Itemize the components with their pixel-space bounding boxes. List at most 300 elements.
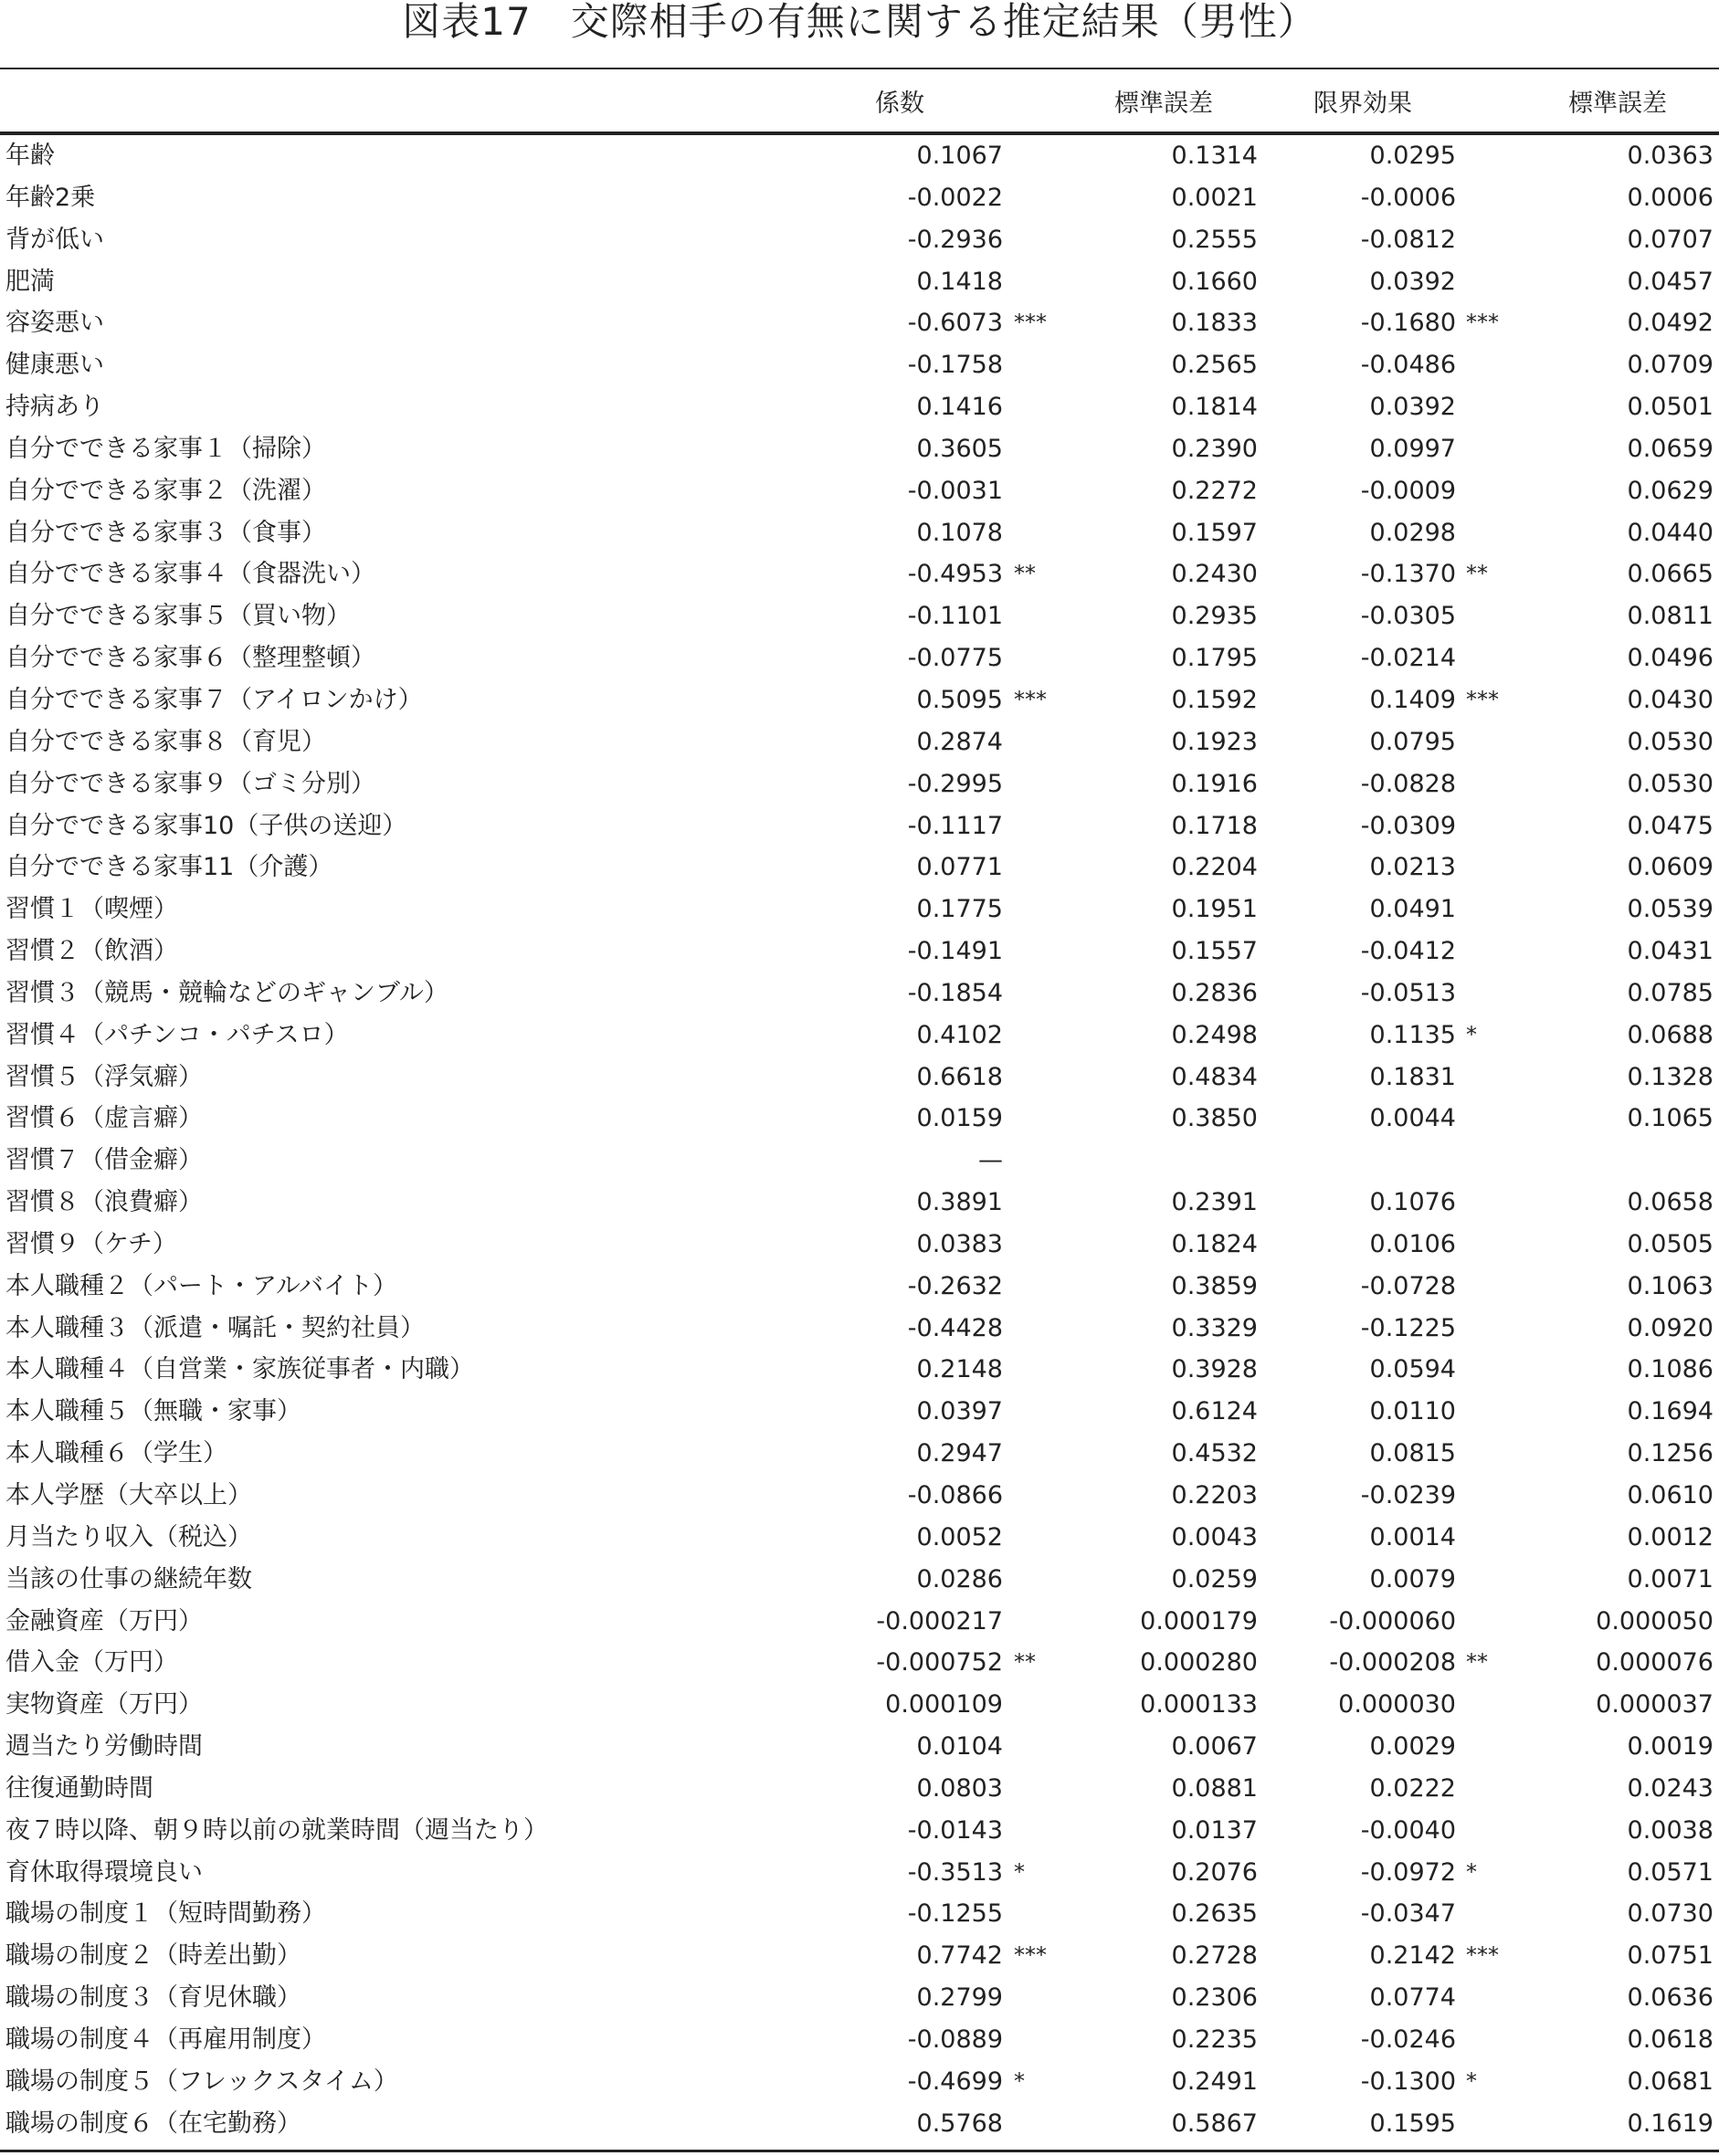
table-row (0, 1684, 1719, 1726)
std-error-cell: 0.2204 (1171, 853, 1258, 882)
row-label: 自分でできる家事８（育児） (5, 727, 326, 756)
std-error-cell: 0.3329 (1171, 1313, 1258, 1342)
row-label: 肥満 (5, 267, 55, 296)
marginal-effect-cell: -0.0412 (1360, 937, 1456, 966)
coefficient-cell: 0.0286 (916, 1564, 1003, 1593)
marginal-effect-cell: -0.1225 (1360, 1313, 1456, 1342)
coefficient-cell: 0.0104 (916, 1732, 1003, 1762)
marginal-std-error-cell: 0.0019 (1627, 1732, 1714, 1762)
marginal-effect-cell: 0.0295 (1369, 142, 1456, 170)
coefficient-cell: -0.1101 (907, 602, 1003, 631)
marginal-std-error-cell: 0.0658 (1627, 1188, 1714, 1217)
row-label: 夜７時以降、朝９時以前の就業時間（週当たり） (5, 1815, 548, 1845)
table-row (0, 721, 1719, 763)
std-error-cell: 0.2728 (1171, 1941, 1258, 1971)
marginal-std-error-cell: 0.0636 (1627, 1983, 1714, 2013)
row-label: 本人職種２（パート・アルバイト） (5, 1271, 398, 1300)
std-error-cell: 0.0259 (1171, 1564, 1258, 1593)
std-error-cell: 0.1951 (1171, 895, 1258, 924)
marginal-std-error-cell: 0.0505 (1627, 1229, 1714, 1258)
marginal-effect-cell: 0.1409 (1369, 685, 1456, 714)
table-row (0, 1015, 1719, 1057)
std-error-cell: 0.000280 (1140, 1648, 1258, 1677)
marginal-effect-cell: 0.0106 (1369, 1229, 1456, 1258)
table-row (0, 1349, 1719, 1391)
std-error-cell: 0.1795 (1171, 644, 1258, 673)
marginal-significance: ** (1466, 1649, 1488, 1676)
std-error-cell: 0.1314 (1171, 142, 1258, 170)
coefficient-cell: -0.2995 (907, 769, 1003, 798)
coefficient-cell: -0.0031 (907, 476, 1003, 505)
std-error-cell: 0.1824 (1171, 1229, 1258, 1258)
coefficient-cell: 0.7742 (916, 1941, 1003, 1971)
coefficient-cell: -0.2936 (907, 225, 1003, 254)
row-label: 職場の制度６（在宅勤務） (5, 2109, 301, 2138)
marginal-effect-cell: 0.1831 (1369, 1062, 1456, 1091)
std-error-cell: 0.1814 (1171, 393, 1258, 422)
row-label: 自分でできる家事４（食器洗い） (5, 560, 375, 589)
std-error-cell: 0.1557 (1171, 937, 1258, 966)
marginal-std-error-cell: 0.0811 (1627, 602, 1714, 631)
table-row (0, 1893, 1719, 1935)
marginal-significance: *** (1466, 686, 1499, 712)
marginal-std-error-cell: 0.0475 (1627, 811, 1714, 840)
coefficient-cell: -0.2632 (907, 1271, 1003, 1300)
marginal-std-error-cell: 0.0707 (1627, 225, 1714, 254)
row-label: 容姿悪い (5, 309, 104, 338)
std-error-cell: 0.2076 (1171, 1857, 1258, 1887)
row-label: 本人職種４（自営業・家族従事者・内職） (5, 1355, 474, 1384)
coefficient-cell: 0.0159 (916, 1104, 1003, 1133)
marginal-std-error-cell: 0.0431 (1627, 937, 1714, 966)
marginal-effect-cell: -0.0513 (1360, 978, 1456, 1007)
coefficient-cell: 0.1067 (916, 142, 1003, 170)
coefficient-cell: -0.0143 (907, 1815, 1003, 1845)
table-row (0, 1559, 1719, 1601)
row-label: 自分でできる家事１（掃除） (5, 434, 326, 463)
table-row (0, 2061, 1719, 2103)
std-error-cell: 0.1660 (1171, 267, 1258, 296)
coefficient-cell: -0.6073 (907, 309, 1003, 338)
table-row (0, 470, 1719, 512)
table-row (0, 344, 1719, 386)
table-row (0, 1098, 1719, 1140)
marginal-std-error-cell: 0.0730 (1627, 1899, 1714, 1929)
header-se1: 標準誤差 (1114, 89, 1213, 118)
std-error-cell: 0.4532 (1171, 1439, 1258, 1468)
coef-significance: * (1014, 2067, 1025, 2094)
coef-significance: ** (1014, 1649, 1036, 1676)
marginal-std-error-cell: 0.000076 (1596, 1648, 1714, 1677)
marginal-std-error-cell: 0.0501 (1627, 393, 1714, 422)
std-error-cell: 0.3928 (1171, 1355, 1258, 1384)
marginal-significance: ** (1466, 561, 1488, 587)
table-row (0, 386, 1719, 428)
marginal-significance: *** (1466, 310, 1499, 336)
row-label: 実物資産（万円） (5, 1690, 203, 1720)
coefficient-cell: 0.6618 (916, 1062, 1003, 1091)
std-error-cell: 0.5867 (1171, 2109, 1258, 2138)
marginal-std-error-cell: 0.0629 (1627, 476, 1714, 505)
marginal-effect-cell: -0.0214 (1360, 644, 1456, 673)
std-error-cell: 0.0021 (1171, 183, 1258, 212)
marginal-std-error-cell: 0.0609 (1627, 853, 1714, 882)
coefficient-cell: 0.1775 (916, 895, 1003, 924)
coefficient-cell: 0.1416 (916, 393, 1003, 422)
row-label: 本人職種５（無職・家事） (5, 1397, 301, 1426)
row-label: 習慣７（借金癖） (5, 1146, 203, 1175)
table-row (0, 1726, 1719, 1768)
std-error-cell: 0.1916 (1171, 769, 1258, 798)
marginal-std-error-cell: 0.0243 (1627, 1773, 1714, 1803)
coefficient-cell: 0.4102 (916, 1020, 1003, 1049)
table-row (0, 889, 1719, 931)
results-table (0, 68, 1719, 2145)
marginal-std-error-cell: 0.0430 (1627, 685, 1714, 714)
table-row (0, 1810, 1719, 1852)
marginal-std-error-cell: 0.000037 (1596, 1690, 1714, 1720)
coefficient-cell: -0.0022 (907, 183, 1003, 212)
table-row (0, 1642, 1719, 1684)
marginal-std-error-cell: 0.0006 (1627, 183, 1714, 212)
row-label: 職場の制度２（時差出勤） (5, 1941, 301, 1971)
coef-significance: *** (1014, 310, 1047, 336)
marginal-effect-cell: 0.0029 (1369, 1732, 1456, 1762)
marginal-std-error-cell: 0.0618 (1627, 2025, 1714, 2054)
marginal-std-error-cell: 0.0440 (1627, 518, 1714, 547)
std-error-cell: 0.3859 (1171, 1271, 1258, 1300)
table-row (0, 637, 1719, 679)
marginal-effect-cell: -0.0828 (1360, 769, 1456, 798)
std-error-cell: 0.0881 (1171, 1773, 1258, 1803)
table-row (0, 1977, 1719, 2019)
marginal-std-error-cell: 0.1619 (1627, 2109, 1714, 2138)
coefficient-cell: 0.2874 (916, 727, 1003, 756)
std-error-cell: 0.0137 (1171, 1815, 1258, 1845)
marginal-std-error-cell: 0.0539 (1627, 895, 1714, 924)
marginal-std-error-cell: 0.0681 (1627, 2067, 1714, 2096)
table-row (0, 1601, 1719, 1643)
row-label: 健康悪い (5, 351, 104, 380)
bottom-rule (0, 2150, 1719, 2152)
marginal-significance: * (1466, 2067, 1477, 2094)
std-error-cell: 0.2391 (1171, 1188, 1258, 1217)
marginal-std-error-cell: 0.0038 (1627, 1815, 1714, 1845)
coefficient-cell: 0.5768 (916, 2109, 1003, 2138)
marginal-effect-cell: -0.000208 (1329, 1648, 1456, 1677)
std-error-cell: 0.2390 (1171, 434, 1258, 463)
std-error-cell: 0.3850 (1171, 1104, 1258, 1133)
row-label: 自分でできる家事５（買い物） (5, 602, 351, 631)
marginal-std-error-cell: 0.0659 (1627, 434, 1714, 463)
marginal-std-error-cell: 0.0496 (1627, 644, 1714, 673)
row-label: 習慣８（浪費癖） (5, 1188, 203, 1217)
row-label: 習慣３（競馬・競輪などのギャンブル） (5, 978, 448, 1007)
marginal-effect-cell: -0.0972 (1360, 1857, 1456, 1887)
table-row (0, 1935, 1719, 1977)
std-error-cell: 0.1597 (1171, 518, 1258, 547)
table-row (0, 1391, 1719, 1433)
std-error-cell: 0.000179 (1140, 1606, 1258, 1635)
row-label: 月当たり収入（税込） (5, 1522, 252, 1551)
marginal-significance: *** (1466, 1942, 1499, 1969)
table-row (0, 805, 1719, 847)
marginal-effect-cell: 0.0795 (1369, 727, 1456, 756)
coefficient-cell: 0.2148 (916, 1355, 1003, 1384)
marginal-std-error-cell: 0.1063 (1627, 1271, 1714, 1300)
marginal-effect-cell: 0.0079 (1369, 1564, 1456, 1593)
coefficient-cell: -0.000752 (876, 1648, 1003, 1677)
table-row (0, 302, 1719, 344)
marginal-effect-cell: 0.000030 (1338, 1690, 1456, 1720)
marginal-effect-cell: -0.1370 (1360, 560, 1456, 589)
coefficient-cell: 0.1078 (916, 518, 1003, 547)
coefficient-cell: -0.0775 (907, 644, 1003, 673)
marginal-effect-cell: -0.0040 (1360, 1815, 1456, 1845)
std-error-cell: 0.2565 (1171, 351, 1258, 380)
row-label: 本人職種３（派遣・嘱託・契約社員） (5, 1313, 425, 1342)
table-row (0, 1308, 1719, 1350)
row-label: 職場の制度５（フレックスタイム） (5, 2067, 398, 2096)
row-label: 自分でできる家事６（整理整頓） (5, 644, 375, 673)
marginal-effect-cell: -0.0009 (1360, 476, 1456, 505)
table-row (0, 1768, 1719, 1810)
std-error-cell: 0.0043 (1171, 1522, 1258, 1551)
std-error-cell: 0.2203 (1171, 1481, 1258, 1509)
std-error-cell: 0.0067 (1171, 1732, 1258, 1762)
marginal-effect-cell: -0.0812 (1360, 225, 1456, 254)
marginal-effect-cell: 0.0774 (1369, 1983, 1456, 2013)
row-label: 自分でできる家事10（子供の送迎） (5, 811, 407, 840)
table-row (0, 512, 1719, 554)
marginal-effect-cell: -0.0728 (1360, 1271, 1456, 1300)
table-row (0, 1182, 1719, 1224)
coefficient-cell: 0.2799 (916, 1983, 1003, 2013)
coef-significance: ** (1014, 561, 1036, 587)
table-row (0, 553, 1719, 595)
table-row (0, 847, 1719, 889)
table-row (0, 2019, 1719, 2061)
marginal-std-error-cell: 0.0709 (1627, 351, 1714, 380)
marginal-effect-cell: 0.0110 (1369, 1397, 1456, 1426)
coefficient-cell: -0.1255 (907, 1899, 1003, 1929)
table-row (0, 931, 1719, 973)
table-row (0, 973, 1719, 1015)
row-label: 年齢2乗 (5, 183, 96, 212)
row-label: 習慣６（虚言癖） (5, 1104, 203, 1133)
marginal-effect-cell: -0.0006 (1360, 183, 1456, 212)
row-label: 週当たり労働時間 (5, 1732, 203, 1762)
header-se2: 標準誤差 (1568, 89, 1667, 118)
std-error-cell: 0.1592 (1171, 685, 1258, 714)
coefficient-cell: 0.1418 (916, 267, 1003, 296)
marginal-effect-cell: 0.1595 (1369, 2109, 1456, 2138)
marginal-std-error-cell: 0.1065 (1627, 1104, 1714, 1133)
table-row (0, 1057, 1719, 1099)
marginal-std-error-cell: 0.0012 (1627, 1522, 1714, 1551)
std-error-cell: 0.1718 (1171, 811, 1258, 840)
marginal-effect-cell: 0.1135 (1369, 1020, 1456, 1049)
marginal-std-error-cell: 0.0920 (1627, 1313, 1714, 1342)
marginal-std-error-cell: 0.1694 (1627, 1397, 1714, 1426)
row-label: 年齢 (5, 142, 55, 170)
coefficient-cell: -0.0866 (907, 1481, 1003, 1509)
coefficient-cell: -0.1854 (907, 978, 1003, 1007)
header-coef: 係数 (875, 89, 924, 118)
coef-significance: *** (1014, 1942, 1047, 1969)
marginal-effect-cell: 0.0014 (1369, 1522, 1456, 1551)
marginal-std-error-cell: 0.0785 (1627, 978, 1714, 1007)
coefficient-cell: -0.1758 (907, 351, 1003, 380)
coefficient-cell: 0.0052 (916, 1522, 1003, 1551)
coefficient-cell: 0.0383 (916, 1229, 1003, 1258)
coefficient-cell: 0.2947 (916, 1439, 1003, 1468)
row-label: 習慣５（浮気癖） (5, 1062, 203, 1091)
marginal-effect-cell: -0.0246 (1360, 2025, 1456, 2054)
coefficient-cell: 0.000109 (885, 1690, 1003, 1720)
coefficient-cell: -0.3513 (907, 1857, 1003, 1887)
std-error-cell: 0.2491 (1171, 2067, 1258, 2096)
table-body (0, 135, 1719, 2145)
marginal-std-error-cell: 0.0610 (1627, 1481, 1714, 1509)
coefficient-cell: -0.4953 (907, 560, 1003, 589)
marginal-effect-cell: 0.0298 (1369, 518, 1456, 547)
table-row (0, 1224, 1719, 1266)
table-row (0, 1140, 1719, 1182)
std-error-cell: 0.2306 (1171, 1983, 1258, 2013)
marginal-effect-cell: 0.0815 (1369, 1439, 1456, 1468)
marginal-effect-cell: -0.0486 (1360, 351, 1456, 380)
table-row (0, 1475, 1719, 1517)
coefficient-cell: 0.3891 (916, 1188, 1003, 1217)
table-row (0, 679, 1719, 721)
table-row (0, 1517, 1719, 1559)
marginal-effect-cell: -0.0347 (1360, 1899, 1456, 1929)
coefficient-cell: 0.0771 (916, 853, 1003, 882)
row-label: 習慣１（喫煙） (5, 895, 178, 924)
coefficient-cell: -0.4428 (907, 1313, 1003, 1342)
coef-significance: *** (1014, 686, 1047, 712)
marginal-std-error-cell: 0.0530 (1627, 769, 1714, 798)
row-label: 習慣４（パチンコ・パチスロ） (5, 1020, 349, 1049)
table-row (0, 1266, 1719, 1308)
marginal-std-error-cell: 0.1256 (1627, 1439, 1714, 1468)
marginal-std-error-cell: 0.1328 (1627, 1062, 1714, 1091)
coefficient-cell: -0.1117 (907, 811, 1003, 840)
row-label: 職場の制度３（育児休職） (5, 1983, 301, 2013)
table-row (0, 2103, 1719, 2145)
table-row (0, 428, 1719, 470)
marginal-std-error-cell: 0.0751 (1627, 1941, 1714, 1971)
marginal-effect-cell: -0.0239 (1360, 1481, 1456, 1509)
row-label: 往復通勤時間 (5, 1773, 153, 1803)
std-error-cell: 0.2836 (1171, 978, 1258, 1007)
marginal-effect-cell: 0.0392 (1369, 393, 1456, 422)
table-title: 図表17 交際相手の有無に関する推定結果（男性） (402, 0, 1317, 44)
std-error-cell: 0.6124 (1171, 1397, 1258, 1426)
row-label: 本人学歴（大卒以上） (5, 1481, 252, 1509)
marginal-effect-cell: 0.0044 (1369, 1104, 1456, 1133)
table-row (0, 1852, 1719, 1894)
std-error-cell: 0.1923 (1171, 727, 1258, 756)
marginal-std-error-cell: 0.0457 (1627, 267, 1714, 296)
marginal-effect-cell: 0.0997 (1369, 434, 1456, 463)
marginal-effect-cell: -0.0309 (1360, 811, 1456, 840)
coefficient-cell: -0.1491 (907, 937, 1003, 966)
coefficient-cell: -0.4699 (907, 2067, 1003, 2096)
row-label: 金融資産（万円） (5, 1606, 203, 1635)
std-error-cell: 0.2555 (1171, 225, 1258, 254)
marginal-std-error-cell: 0.0071 (1627, 1564, 1714, 1593)
coefficient-cell: -0.0889 (907, 2025, 1003, 2054)
marginal-effect-cell: 0.0594 (1369, 1355, 1456, 1384)
row-label: 自分でできる家事11（介護） (5, 853, 333, 882)
table-row (0, 1433, 1719, 1475)
coefficient-cell: — (978, 1146, 1003, 1175)
coefficient-cell: 0.0397 (916, 1397, 1003, 1426)
std-error-cell: 0.2272 (1171, 476, 1258, 505)
marginal-effect-cell: 0.0491 (1369, 895, 1456, 924)
marginal-effect-cell: 0.0392 (1369, 267, 1456, 296)
coefficient-cell: 0.3605 (916, 434, 1003, 463)
marginal-std-error-cell: 0.0492 (1627, 309, 1714, 338)
std-error-cell: 0.2235 (1171, 2025, 1258, 2054)
coefficient-cell: -0.000217 (876, 1606, 1003, 1635)
marginal-effect-cell: -0.0305 (1360, 602, 1456, 631)
std-error-cell: 0.000133 (1140, 1690, 1258, 1720)
row-label: 職場の制度４（再雇用制度） (5, 2025, 326, 2054)
row-label: 習慣９（ケチ） (5, 1229, 177, 1258)
table-row (0, 261, 1719, 303)
table-row (0, 177, 1719, 219)
table-row (0, 595, 1719, 637)
coef-significance: * (1014, 1858, 1025, 1885)
header-marginal: 限界効果 (1313, 89, 1412, 118)
table-row (0, 219, 1719, 261)
marginal-std-error-cell: 0.0363 (1627, 142, 1714, 170)
table-row (0, 135, 1719, 177)
marginal-std-error-cell: 0.000050 (1596, 1606, 1714, 1635)
row-label: 持病あり (5, 393, 104, 422)
table-header (0, 68, 1719, 135)
std-error-cell: 0.2498 (1171, 1020, 1258, 1049)
marginal-significance: * (1466, 1858, 1477, 1885)
row-label: 自分でできる家事３（食事） (5, 518, 326, 547)
row-label: 本人職種６（学生） (5, 1439, 227, 1468)
marginal-significance: * (1466, 1021, 1477, 1047)
std-error-cell: 0.4834 (1171, 1062, 1258, 1091)
std-error-cell: 0.2935 (1171, 602, 1258, 631)
std-error-cell: 0.2430 (1171, 560, 1258, 589)
row-label: 習慣２（飲酒） (5, 937, 178, 966)
row-label: 自分でできる家事９（ゴミ分別） (5, 769, 375, 798)
marginal-effect-cell: 0.0213 (1369, 853, 1456, 882)
row-label: 当該の仕事の継続年数 (5, 1564, 252, 1593)
marginal-std-error-cell: 0.0571 (1627, 1857, 1714, 1887)
std-error-cell: 0.2635 (1171, 1899, 1258, 1929)
marginal-effect-cell: -0.1680 (1360, 309, 1456, 338)
marginal-std-error-cell: 0.0665 (1627, 560, 1714, 589)
marginal-std-error-cell: 0.1086 (1627, 1355, 1714, 1384)
coefficient-cell: 0.5095 (916, 685, 1003, 714)
row-label: 職場の制度１（短時間勤務） (5, 1899, 326, 1929)
marginal-effect-cell: -0.1300 (1360, 2067, 1456, 2096)
marginal-effect-cell: -0.000060 (1329, 1606, 1456, 1635)
std-error-cell: 0.1833 (1171, 309, 1258, 338)
row-label: 育休取得環境良い (5, 1857, 203, 1887)
marginal-std-error-cell: 0.0688 (1627, 1020, 1714, 1049)
row-label: 自分でできる家事２（洗濯） (5, 476, 326, 505)
